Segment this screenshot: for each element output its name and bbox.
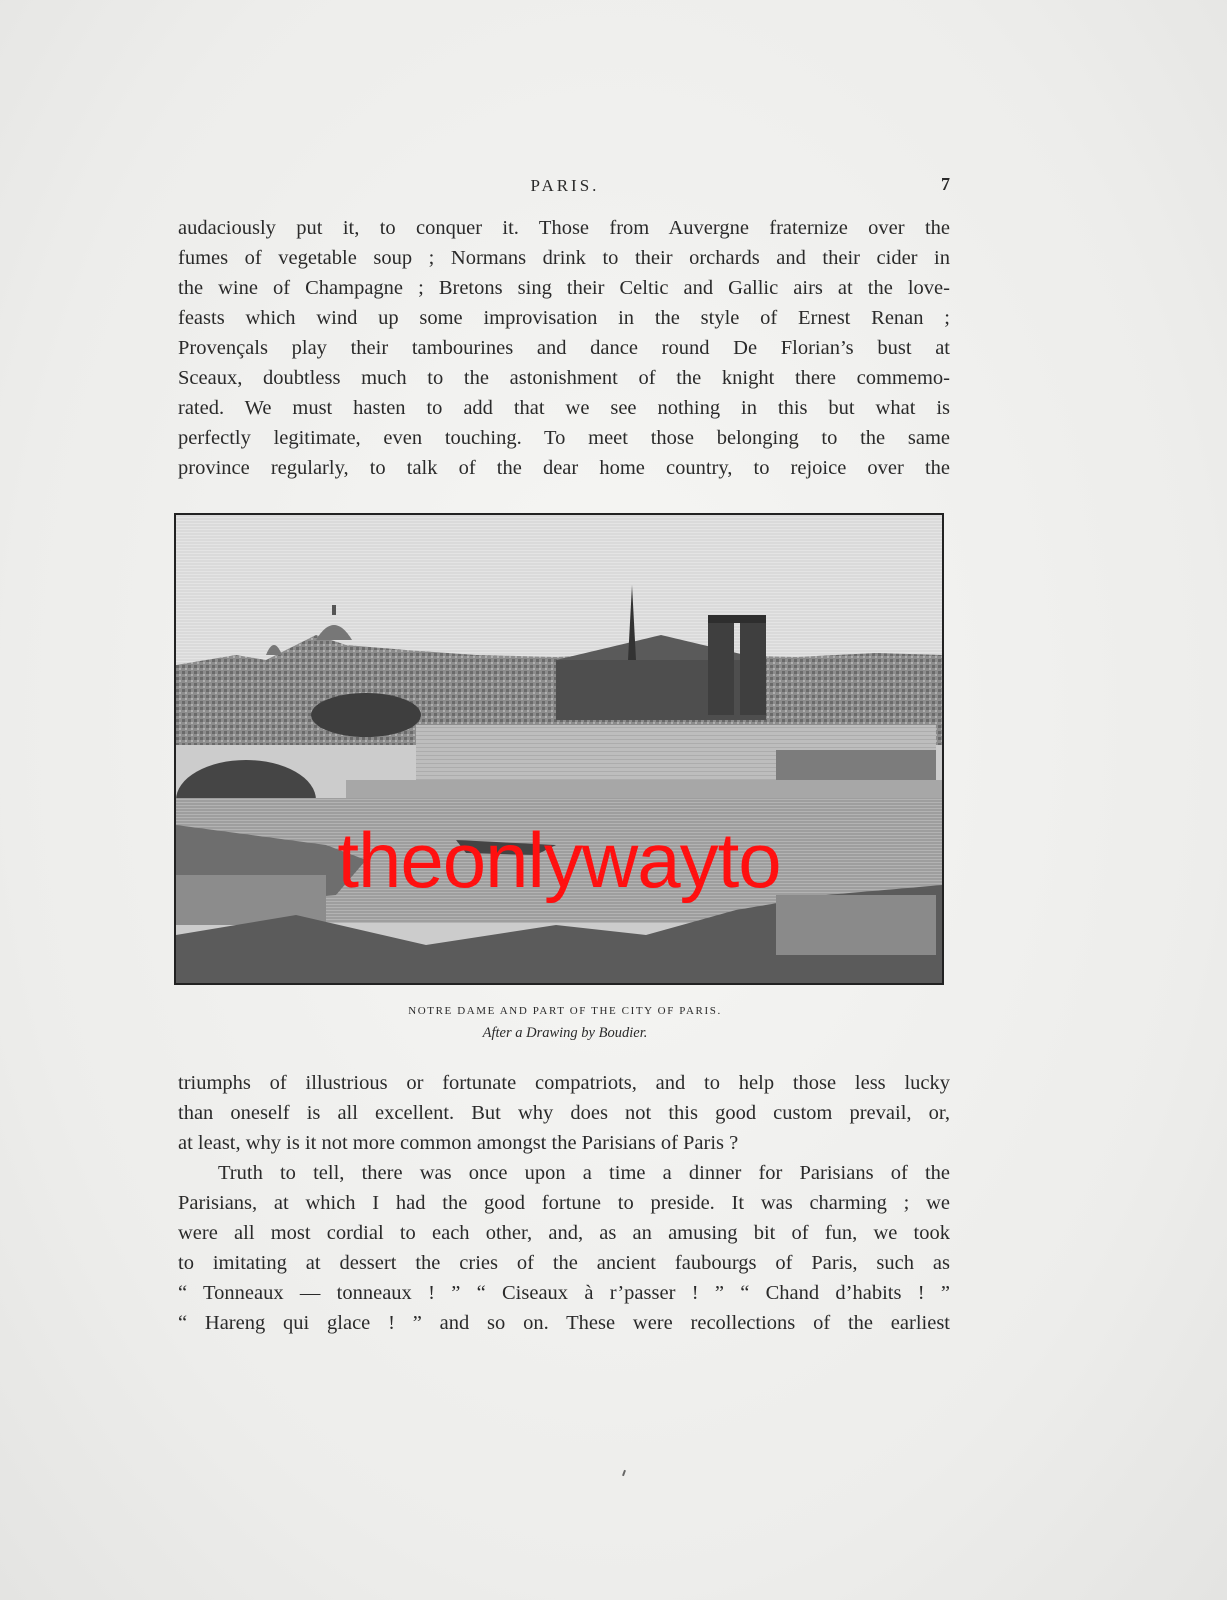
text-line: Truth to tell, there was once upon a time a dinner for Parisians of the bbox=[218, 1162, 950, 1184]
text-line: than oneself is all excellent. But why does not this good custom prevail, or, bbox=[178, 1102, 950, 1124]
text-line: perfectly legitimate, even touching. To meet those belonging to the same bbox=[178, 427, 950, 449]
text-line: were all most cordial to each other, and, as an amusing bit of fun, we took bbox=[178, 1222, 950, 1244]
text-line: “ Tonneaux — tonneaux ! ” “ Ciseaux à r’passer ! ” “ Chand d’habits ! ” bbox=[178, 1282, 950, 1304]
bottom-paragraphs bbox=[178, 1068, 950, 1338]
engraving-illustration bbox=[174, 513, 944, 985]
text-line: Provençals play their tambourines and dance round De Florian’s bust at bbox=[178, 337, 950, 359]
text-line: Parisians, at which I had the good fortune to preside. It was charming ; we bbox=[178, 1192, 950, 1214]
figure-caption-title: NOTRE DAME AND PART OF THE CITY OF PARIS. bbox=[408, 1005, 722, 1017]
text-line: triumphs of illustrious or fortunate compatriots, and to help those less lucky bbox=[178, 1072, 950, 1094]
figure-caption-credit: After a Drawing by Boudier. bbox=[482, 1025, 648, 1041]
page-header bbox=[180, 172, 950, 202]
text-line: the wine of Champagne ; Bretons sing their Celtic and Gallic airs at the love- bbox=[178, 277, 950, 299]
text-line: Sceaux, doubtless much to the astonishment of the knight there commemo- bbox=[178, 367, 950, 389]
page-number: 7 bbox=[941, 174, 950, 194]
text-line: rated. We must hasten to add that we see nothing in this but what is bbox=[178, 397, 950, 419]
watermark-text: theonlywayto bbox=[337, 816, 781, 904]
running-title: PARIS. bbox=[530, 176, 600, 195]
text-line: “ Hareng qui glace ! ” and so on. These were recollections of the earliest bbox=[178, 1312, 950, 1334]
notre-dame-engraving bbox=[176, 515, 942, 983]
text-line: fumes of vegetable soup ; Normans drink to their orchards and their cider in bbox=[178, 247, 950, 269]
text-line: to imitating at dessert the cries of the ancient faubourgs of Paris, such as bbox=[178, 1252, 950, 1274]
text-line: audaciously put it, to conquer it. Those from Auvergne fraternize over the bbox=[178, 217, 950, 239]
top-paragraph bbox=[178, 213, 950, 483]
paper-speck bbox=[622, 1470, 626, 1476]
text-line: feasts which wind up some improvisation in the style of Ernest Renan ; bbox=[178, 307, 950, 329]
text-line: at least, why is it not more common amongst the Parisians of Paris ? bbox=[178, 1132, 739, 1154]
text-line: province regularly, to talk of the dear home country, to rejoice over the bbox=[178, 457, 950, 479]
